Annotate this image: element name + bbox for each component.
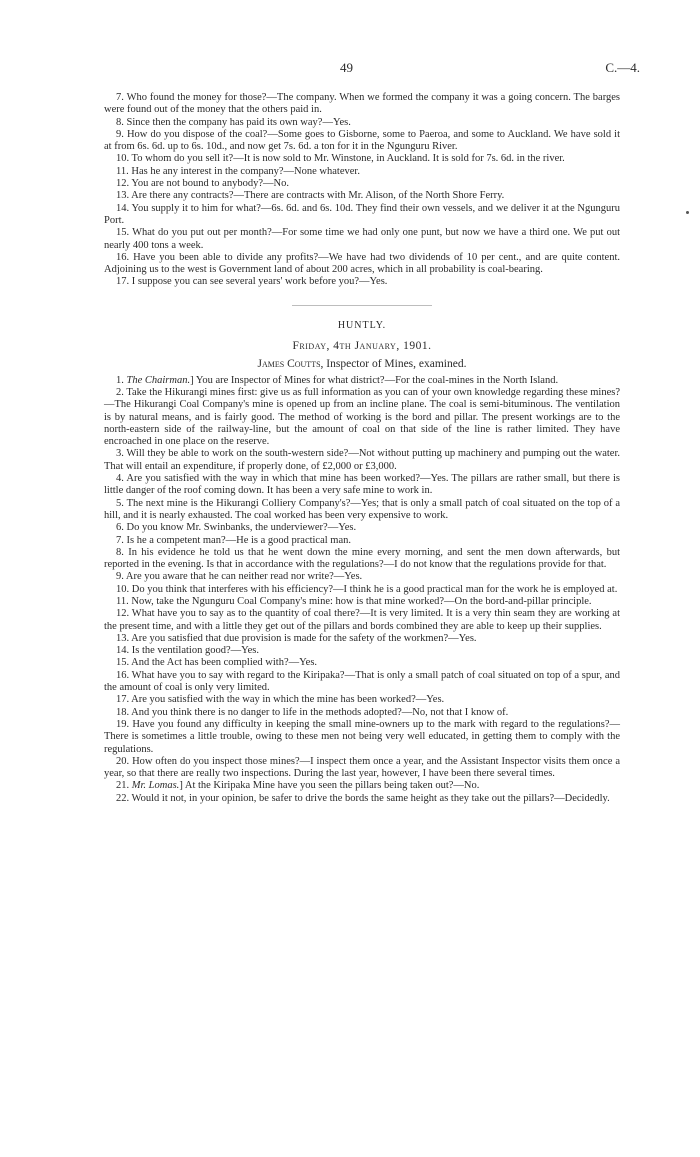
question-number: 21. bbox=[116, 780, 132, 792]
evidence-block-1 bbox=[104, 92, 620, 289]
evidence-paragraph: 16. What have you to say with regard to the Kiripaka?—That is only a small patch of coal situated on top of a spur, and the amount of coal is only very limited. bbox=[104, 669, 620, 694]
evidence-paragraph: 11. Now, take the Ngunguru Coal Company's mine: how is that mine worked?—On the bord-and-pillar principle. bbox=[116, 595, 592, 607]
evidence-paragraph: 15. And the Act has been complied with?—Yes. bbox=[116, 657, 318, 669]
evidence-paragraph: 7. Who found the money for those?—The company. When we formed the company it was a going concern. The barges were found out of the money that the others paid in. bbox=[104, 92, 620, 116]
evidence-paragraph: 12. What have you to say as to the quantity of coal there?—It is very limited. It is a very thin seam they are working at the present time, and with a little they get out of the pillars and bords combined they are able to keep up their supplies. bbox=[104, 608, 620, 632]
evidence-paragraph: 6. Do you know Mr. Swinbanks, the underviewer?—Yes. bbox=[116, 522, 357, 534]
evidence-block-2 bbox=[104, 387, 620, 781]
evidence-paragraph: 16. Have you been able to divide any profits?—We have had two dividends of 10 per cent., and are quite content. Adjoining us to the west is Government land of about 200 acres, which in all probability is coal-bearing. bbox=[104, 251, 620, 276]
section-place: HUNTLY. bbox=[337, 319, 387, 331]
section-divider bbox=[292, 305, 432, 306]
evidence-paragraph: 8. Since then the company has paid its own way?—Yes. bbox=[116, 116, 351, 128]
question-number: 1. bbox=[116, 374, 127, 386]
evidence-paragraph: 3. Will they be able to work on the south-western side?—Not without putting up machinery and pumping out the water. That will entail an expenditure, if properly done, of £2,000 or £3,000. bbox=[104, 448, 620, 472]
evidence-paragraph: 17. Are you satisfied with the way in which the mine has been worked?—Yes. bbox=[116, 694, 445, 706]
evidence-paragraph: 19. Have you found any difficulty in keeping the small mine-owners up to the mark with regard to the regulations?—There is sometimes a little trouble, owing to these men not being very well educated, in getting them to comply with the regulations. bbox=[104, 718, 620, 755]
document-code: C.—4. bbox=[605, 60, 640, 75]
evidence-paragraph: 10. To whom do you sell it?—It is now sold to Mr. Winstone, in Auckland. It is sold for 7s. 6d. in the river. bbox=[116, 153, 565, 165]
evidence-paragraph: 5. The next mine is the Hikurangi Colliery Company's?—Yes; that is only a small patch of coal situated on the top of a hill, and it is nearly exhausted. The coal worked has been very expensive to work. bbox=[104, 497, 620, 521]
evidence-paragraph: 11. Has he any interest in the company?—None whatever. bbox=[116, 165, 360, 177]
witness-name: James Coutts bbox=[257, 358, 321, 371]
evidence-paragraph: 13. Are there any contracts?—There are contracts with Mr. Alison, of the North Shore Ferry. bbox=[116, 190, 505, 202]
evidence-paragraph: 12. You are not bound to anybody?—No. bbox=[116, 178, 289, 190]
speaker-name: The Chairman. bbox=[126, 374, 191, 386]
evidence-paragraph: 9. Are you aware that he can neither read nor write?—Yes. bbox=[116, 571, 363, 583]
evidence-paragraph: 15. What do you put out per month?—For some time we had only one punt, but now we have a third one. We put out nearly 400 tons a week. bbox=[104, 227, 620, 251]
page-number: 49 bbox=[340, 60, 353, 75]
question-21 bbox=[104, 780, 620, 792]
question-22: 22. Would it not, in your opinion, be safer to drive the bords the same height as they take out the pillars?—Decidedly. bbox=[116, 792, 610, 804]
evidence-paragraph: 7. Is he a competent man?—He is a good practical man. bbox=[116, 534, 351, 546]
witness-heading bbox=[104, 358, 620, 370]
witness-role: , Inspector of Mines, examined. bbox=[320, 358, 467, 371]
evidence-paragraph: 2. Take the Hikurangi mines first: give us as full information as you can of your own knowledge regarding these mines?—The Hikurangi Coal Company's mine is opened up from an incline plane. The coal is semi-bituminous. The ventilation is by natural means, and is fairly good. The method of working is the bord and pillar. The present workings are to the north-eastern side of the railway-line, but the amount of coal on that side of the line is rather limited. They have encroached in one place on the reserve. bbox=[104, 386, 620, 448]
question-1 bbox=[104, 375, 620, 387]
evidence-paragraph: 10. Do you think that interferes with his efficiency?—I think he is a good practical man for the work he is employed at. bbox=[116, 583, 618, 595]
document-body bbox=[104, 92, 620, 805]
evidence-paragraph: 13. Are you satisfied that due provision is made for the safety of the workmen?—Yes. bbox=[116, 632, 477, 644]
question-text: ] You are Inspector of Mines for what district?—For the coal-mines in the North Island. bbox=[190, 374, 559, 386]
evidence-paragraph: 8. In his evidence he told us that he went down the mine every morning, and sent the men down afterwards, but reported in the evening. Is that in accordance with the regulations?—I do not know that the regulations provide for that. bbox=[104, 546, 620, 571]
evidence-paragraph: 18. And you think there is no danger to life in the methods adopted?—No, not that I know of. bbox=[116, 706, 509, 718]
page-header bbox=[0, 60, 700, 76]
evidence-paragraph: 14. You supply it to him for what?—6s. 6d. and 6s. 10d. They find their own vessels, and we deliver it at the Ngunguru Port. bbox=[104, 202, 620, 226]
evidence-paragraph: 14. Is the ventilation good?—Yes. bbox=[116, 645, 260, 657]
evidence-paragraph: 4. Are you satisfied with the way in which that mine has been worked?—Yes. The pillars are rather small, but there is little danger of the roof coming down. It has been a very safe mine to work in. bbox=[104, 473, 620, 497]
question-text: ] At the Kiripaka Mine have you seen the pillars being taken out?—No. bbox=[179, 780, 480, 792]
section-date: Friday, 4th January, 1901. bbox=[292, 340, 432, 353]
margin-mark bbox=[686, 211, 689, 214]
evidence-paragraph: 17. I suppose you can see several years' work before you?—Yes. bbox=[116, 276, 388, 288]
evidence-paragraph: 9. How do you dispose of the coal?—Some goes to Gisborne, some to Paeroa, and some to Auckland. We have sold it at from 6s. 6d. up to 6s. 10d., and now get 7s. 6d. a ton for it in the Ngunguru River. bbox=[104, 128, 620, 153]
evidence-paragraph: 20. How often do you inspect those mines?—I inspect them once a year, and the Assistant Inspector visits them once a year, so that there are really two inspections. During the last year, however, I have been there several times. bbox=[104, 755, 620, 780]
speaker-name: Mr. Lomas. bbox=[131, 780, 180, 792]
